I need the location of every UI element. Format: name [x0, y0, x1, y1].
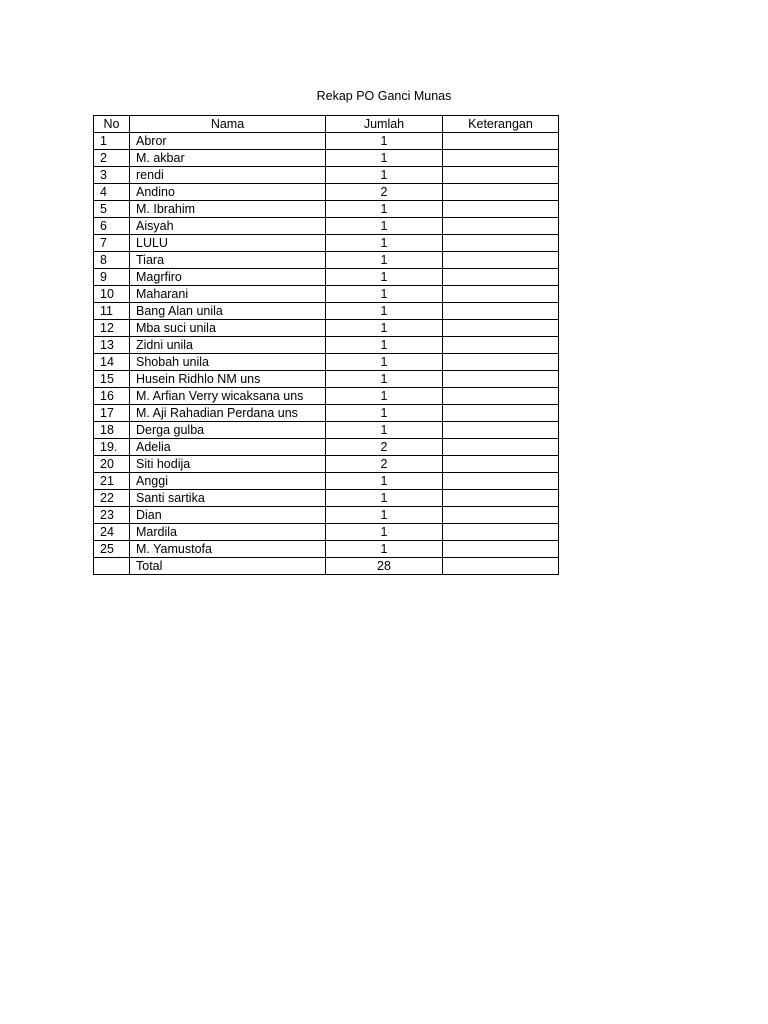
cell-no: 23 [94, 507, 130, 524]
cell-nama: Maharani [130, 286, 326, 303]
cell-nama: Anggi [130, 473, 326, 490]
cell-jumlah: 1 [326, 320, 443, 337]
cell-keterangan [443, 490, 559, 507]
cell-keterangan [443, 388, 559, 405]
cell-no: 6 [94, 218, 130, 235]
total-row [94, 558, 559, 575]
table-row [94, 456, 559, 473]
total-jumlah: 28 [326, 558, 443, 575]
table-row [94, 524, 559, 541]
cell-no: 17 [94, 405, 130, 422]
cell-no: 15 [94, 371, 130, 388]
table-row [94, 286, 559, 303]
cell-no: 4 [94, 184, 130, 201]
cell-no: 18 [94, 422, 130, 439]
cell-nama: Siti hodija [130, 456, 326, 473]
cell-jumlah: 1 [326, 422, 443, 439]
table-row [94, 541, 559, 558]
table-row [94, 269, 559, 286]
cell-keterangan [443, 150, 559, 167]
table-row [94, 201, 559, 218]
cell-jumlah: 2 [326, 439, 443, 456]
cell-nama: Mba suci unila [130, 320, 326, 337]
cell-jumlah: 1 [326, 388, 443, 405]
cell-no: 13 [94, 337, 130, 354]
cell-nama: Shobah unila [130, 354, 326, 371]
cell-jumlah: 2 [326, 184, 443, 201]
total-label: Total [130, 558, 326, 575]
cell-keterangan [443, 201, 559, 218]
cell-jumlah: 1 [326, 473, 443, 490]
cell-jumlah: 1 [326, 541, 443, 558]
header-keterangan: Keterangan [443, 116, 559, 133]
cell-no: 24 [94, 524, 130, 541]
table-row [94, 218, 559, 235]
cell-keterangan [443, 507, 559, 524]
table-row [94, 473, 559, 490]
cell-no: 16 [94, 388, 130, 405]
cell-nama: Magrfiro [130, 269, 326, 286]
cell-jumlah: 1 [326, 371, 443, 388]
cell-jumlah: 1 [326, 133, 443, 150]
cell-nama: Husein Ridhlo NM uns [130, 371, 326, 388]
cell-nama: rendi [130, 167, 326, 184]
cell-nama: Dian [130, 507, 326, 524]
page-title: Rekap PO Ganci Munas [316, 89, 452, 103]
cell-jumlah: 1 [326, 201, 443, 218]
cell-jumlah: 1 [326, 167, 443, 184]
cell-keterangan [443, 337, 559, 354]
cell-keterangan [443, 371, 559, 388]
cell-no: 5 [94, 201, 130, 218]
table-row [94, 354, 559, 371]
cell-nama: M. Yamustofa [130, 541, 326, 558]
cell-jumlah: 1 [326, 490, 443, 507]
cell-keterangan [443, 354, 559, 371]
table-row [94, 439, 559, 456]
cell-jumlah: 1 [326, 354, 443, 371]
cell-nama: M. Ibrahim [130, 201, 326, 218]
cell-nama: Andino [130, 184, 326, 201]
cell-no: 25 [94, 541, 130, 558]
cell-nama: Bang Alan unila [130, 303, 326, 320]
table-row [94, 184, 559, 201]
cell-keterangan [443, 422, 559, 439]
cell-keterangan [443, 167, 559, 184]
cell-nama: LULU [130, 235, 326, 252]
table-row [94, 371, 559, 388]
header-nama: Nama [130, 116, 326, 133]
cell-no: 20 [94, 456, 130, 473]
cell-keterangan [443, 524, 559, 541]
cell-keterangan [443, 303, 559, 320]
cell-keterangan [443, 439, 559, 456]
cell-keterangan [443, 541, 559, 558]
table-row [94, 490, 559, 507]
cell-nama: M. Aji Rahadian Perdana uns [130, 405, 326, 422]
cell-nama: Tiara [130, 252, 326, 269]
cell-nama: Abror [130, 133, 326, 150]
total-no [94, 558, 130, 575]
total-keterangan [443, 558, 559, 575]
cell-jumlah: 1 [326, 507, 443, 524]
cell-nama: M. Arfian Verry wicaksana uns [130, 388, 326, 405]
cell-nama: Adelia [130, 439, 326, 456]
cell-nama: Zidni unila [130, 337, 326, 354]
cell-nama: Mardila [130, 524, 326, 541]
table-row [94, 150, 559, 167]
cell-no: 21 [94, 473, 130, 490]
cell-no: 19. [94, 439, 130, 456]
recap-table [93, 115, 559, 575]
cell-jumlah: 1 [326, 252, 443, 269]
table-row [94, 405, 559, 422]
table-row [94, 167, 559, 184]
table-row [94, 507, 559, 524]
cell-no: 11 [94, 303, 130, 320]
cell-jumlah: 1 [326, 286, 443, 303]
table-row [94, 252, 559, 269]
cell-keterangan [443, 252, 559, 269]
table-row [94, 303, 559, 320]
cell-jumlah: 1 [326, 235, 443, 252]
cell-keterangan [443, 286, 559, 303]
cell-no: 10 [94, 286, 130, 303]
cell-no: 9 [94, 269, 130, 286]
cell-nama: Aisyah [130, 218, 326, 235]
cell-jumlah: 1 [326, 269, 443, 286]
cell-nama: M. akbar [130, 150, 326, 167]
cell-jumlah: 1 [326, 405, 443, 422]
table-row [94, 337, 559, 354]
cell-keterangan [443, 218, 559, 235]
cell-keterangan [443, 320, 559, 337]
cell-keterangan [443, 133, 559, 150]
cell-jumlah: 2 [326, 456, 443, 473]
table-header-row [94, 116, 559, 133]
header-jumlah: Jumlah [326, 116, 443, 133]
table-row [94, 320, 559, 337]
cell-jumlah: 1 [326, 150, 443, 167]
cell-nama: Derga gulba [130, 422, 326, 439]
cell-keterangan [443, 405, 559, 422]
cell-keterangan [443, 235, 559, 252]
table-row [94, 388, 559, 405]
cell-no: 8 [94, 252, 130, 269]
cell-jumlah: 1 [326, 303, 443, 320]
cell-keterangan [443, 269, 559, 286]
table-row [94, 235, 559, 252]
table-body [94, 133, 559, 558]
cell-keterangan [443, 473, 559, 490]
cell-no: 2 [94, 150, 130, 167]
header-no: No [94, 116, 130, 133]
cell-jumlah: 1 [326, 337, 443, 354]
cell-nama: Santi sartika [130, 490, 326, 507]
cell-no: 1 [94, 133, 130, 150]
cell-no: 3 [94, 167, 130, 184]
cell-keterangan [443, 456, 559, 473]
cell-jumlah: 1 [326, 218, 443, 235]
cell-no: 22 [94, 490, 130, 507]
cell-no: 7 [94, 235, 130, 252]
cell-jumlah: 1 [326, 524, 443, 541]
table-row [94, 422, 559, 439]
cell-no: 14 [94, 354, 130, 371]
cell-keterangan [443, 184, 559, 201]
table-row [94, 133, 559, 150]
cell-no: 12 [94, 320, 130, 337]
